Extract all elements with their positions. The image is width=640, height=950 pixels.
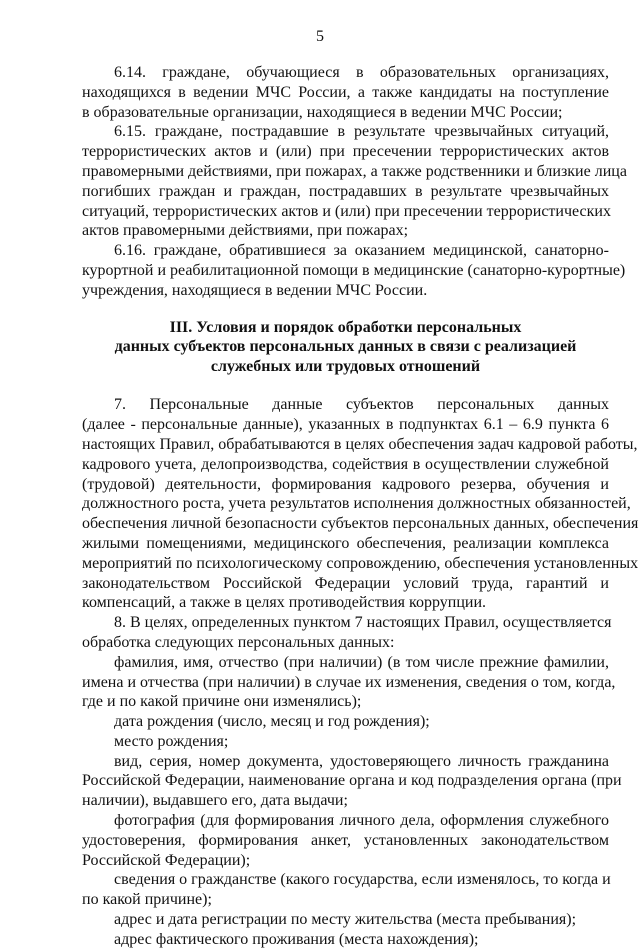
text-line: место рождения; [114,732,229,750]
paragraph-group-7-8 [82,395,639,949]
section-heading [82,318,609,377]
text-line: в образовательные организации, находящиеся в ведении МЧС России; [82,103,563,121]
text-line: адрес фактического проживания (места нахождения); [114,930,479,948]
text-line: обработка следующих персональных данных: [82,633,395,651]
text-line: должностного роста, учета результатов исполнения должностных обязанностей, [82,495,631,513]
text-line: по какой причине); [82,891,212,909]
text-line: наличии), выдавшего его, дата выдачи; [82,792,348,810]
text-line: сведения о гражданстве (какого государства, если изменялось, то когда и [114,871,611,889]
text-line: законодательством Российской Федерации условий труда, гарантий и [82,574,609,592]
page-number: 5 [316,28,324,45]
text-line: настоящих Правил, обрабатываются в целях обеспечения задач кадровой работы, [82,435,638,453]
text-line: учреждения, находящиеся в ведении МЧС России. [82,281,428,299]
text-line: удостоверения, формирования анкет, установленных законодательством [82,831,609,849]
text-line: правомерными действиями, при пожарах, а также родственники и близкие лица [82,162,627,180]
text-line: актов правомерными действиями, при пожарах; [82,222,409,240]
heading-line: служебных или трудовых отношений [210,357,481,375]
text-line: ситуаций, террористических актов и (или) при пресечении террористических [82,202,611,220]
text-line: адрес и дата регистрации по месту жительства (места пребывания); [114,911,577,929]
text-line: курортной и реабилитационной помощи в медицинские (санаторно-курортные) [82,261,626,279]
text-line: 6.16. граждане, обратившиеся за оказанием медицинской, санаторно- [114,242,609,260]
text-line: компенсаций, а также в целях противодействия коррупции. [82,594,487,612]
text-line: фотография (для формирования личного дела, оформления служебного [114,812,609,830]
heading-line: данных субъектов персональных данных в связи с реализацией [114,338,577,356]
heading-line: III. Условия и порядок обработки персональных [169,318,522,336]
text-line: (трудовой) деятельности, формирования кадрового резерва, обучения и [82,475,609,493]
text-line: вид, серия, номер документа, удостоверяющего личность гражданина [114,752,609,770]
text-line: 7. Персональные данные субъектов персональных данных [114,396,609,414]
text-line: погибших граждан и граждан, пострадавших в результате чрезвычайных [82,182,609,200]
text-line: находящихся в ведении МЧС России, а также кандидаты на поступление [82,83,609,101]
text-line: имена и отчества (при наличии) в случае их изменения, сведения о том, когда, [82,673,616,691]
text-line: дата рождения (число, месяц и год рождения); [114,713,430,731]
text-line: обеспечения личной безопасности субъектов персональных данных, обеспечения [82,515,639,533]
text-line: террористических актов и (или) при пресечении террористических актов [82,143,609,161]
document-body [82,63,639,950]
paragraph-group-6 [82,63,627,301]
text-line: 8. В целях, определенных пунктом 7 настоящих Правил, осуществляется [114,614,612,632]
text-line: фамилия, имя, отчество (при наличии) (в том числе прежние фамилии, [114,653,609,671]
text-line: где и по какой причине они изменялись); [82,693,362,711]
text-line: Российской Федерации); [82,851,251,869]
text-line: мероприятий по психологическому сопровождению, обеспечения установленных [82,554,639,572]
text-line: Российской Федерации, наименование органа и код подразделения органа (при [82,772,622,790]
text-line: 6.15. граждане, пострадавшие в результате чрезвычайных ситуаций, [114,123,609,141]
text-line: жилыми помещениями, медицинского обеспечения, реализации комплекса [82,534,609,552]
text-line: 6.14. граждане, обучающиеся в образовательных организациях, [114,64,609,81]
text-line: кадрового учета, делопроизводства, содействия в осуществлении служебной [82,455,609,473]
text-line: (далее - персональные данные), указанных в подпунктах 6.1 – 6.9 пункта 6 [82,416,609,434]
